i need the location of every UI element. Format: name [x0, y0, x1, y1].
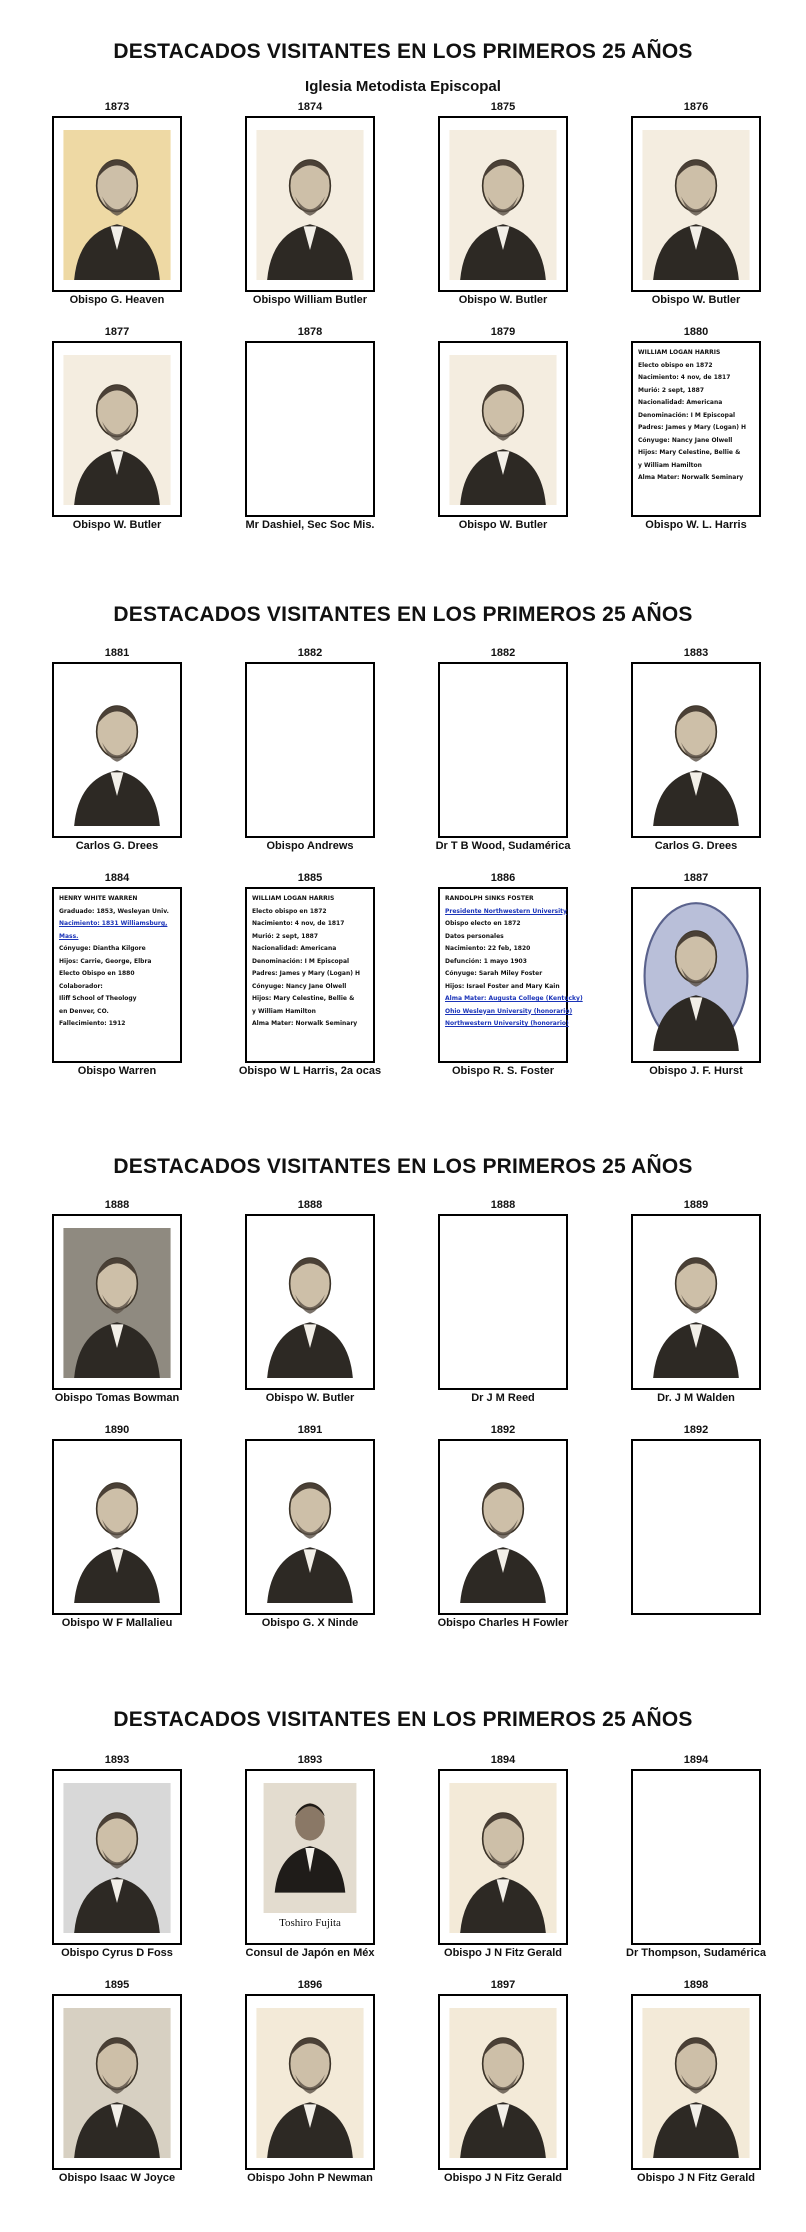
portrait-engraving — [255, 1453, 365, 1603]
bio-line: Denominación: I M Episcopal — [252, 957, 350, 965]
card-caption: Dr T B Wood, Sudamérica — [435, 840, 571, 852]
card-year: 1876 — [683, 101, 709, 113]
card-frame — [245, 1769, 375, 1945]
portrait-engraving — [62, 130, 172, 280]
card-frame — [245, 1214, 375, 1390]
card-frame — [52, 1994, 182, 2170]
portrait-engraving — [641, 2008, 751, 2158]
bio-line: Cónyuge: Nancy Jane Olwell — [638, 436, 733, 444]
section-title: DESTACADOS VISITANTES EN LOS PRIMEROS 25 AÑOS — [113, 40, 693, 63]
card-frame — [631, 116, 761, 292]
bio-line: Nacimiento: 22 feb, 1820 — [445, 945, 531, 952]
bio-line: Cónyuge: Nancy Jane Olwell — [252, 982, 347, 990]
card-year: 1892 — [683, 1424, 709, 1436]
card-caption: Obispo W. Butler — [265, 1392, 355, 1404]
card-year: 1894 — [683, 1754, 709, 1766]
card-frame — [245, 887, 375, 1063]
card-caption: Obispo J N Fitz Gerald — [444, 1947, 562, 1959]
bio-line[interactable]: Nacimiento: 1831 Williamsburg, — [59, 920, 168, 927]
biography-excerpt — [59, 893, 175, 1057]
card-caption: Obispo G. Heaven — [69, 294, 165, 306]
biography-excerpt — [252, 893, 368, 1057]
card-caption: Obispo W L Harris, 2a ocas — [238, 1065, 382, 1077]
card-frame — [245, 662, 375, 838]
card-year: 1889 — [683, 1199, 709, 1211]
card-year: 1893 — [104, 1754, 130, 1766]
card-frame — [52, 1439, 182, 1615]
card-frame — [631, 887, 761, 1063]
bio-line[interactable]: Presidente Northwestern University — [445, 907, 567, 915]
bio-line: Cónyuge: Sarah Miley Foster — [445, 970, 543, 977]
portrait-engraving — [641, 1228, 751, 1378]
card-caption: Obispo W. L. Harris — [645, 519, 747, 531]
card-caption: Obispo Charles H Fowler — [437, 1617, 569, 1629]
bio-line: Padres: James y Mary (Logan) H — [638, 424, 747, 431]
card-caption: Obispo Isaac W Joyce — [58, 2172, 176, 2184]
portrait-engraving — [62, 1228, 172, 1378]
card-year: 1887 — [683, 872, 709, 884]
section-title: DESTACADOS VISITANTES EN LOS PRIMEROS 25 AÑOS — [113, 1155, 693, 1178]
card-year: 1890 — [104, 1424, 130, 1436]
card-caption: Carlos G. Drees — [654, 840, 738, 852]
card-caption: Obispo W. Butler — [651, 294, 741, 306]
portrait-engraving — [255, 1228, 365, 1378]
card-frame — [438, 1769, 568, 1945]
card-caption: Obispo W F Mallalieu — [61, 1617, 173, 1629]
card-year: 1883 — [683, 647, 709, 659]
card-year: 1881 — [104, 647, 130, 659]
bio-line: y William Hamilton — [638, 461, 702, 469]
card-caption: Obispo Tomas Bowman — [54, 1392, 180, 1404]
card-year: 1880 — [683, 326, 709, 338]
bio-line: Iliff School of Theology — [59, 995, 137, 1002]
card-year: 1882 — [297, 647, 323, 659]
card-frame — [438, 1439, 568, 1615]
bio-line: HENRY WHITE WARREN — [59, 895, 138, 902]
card-year: 1882 — [490, 647, 516, 659]
portrait-engraving — [448, 1453, 558, 1603]
bio-line: Murió: 2 sept, 1887 — [252, 932, 319, 940]
card-caption: Obispo John P Newman — [247, 2172, 373, 2184]
portrait-engraving — [62, 2008, 172, 2158]
card-frame — [631, 1769, 761, 1945]
card-frame — [438, 116, 568, 292]
card-frame — [52, 1214, 182, 1390]
card-frame — [438, 887, 583, 1063]
bio-line: Datos personales — [445, 932, 504, 940]
section-subtitle: Iglesia Metodista Episcopal — [305, 78, 501, 95]
card-year: 1891 — [297, 1424, 323, 1436]
bio-line: Nacimiento: 4 nov, de 1817 — [638, 374, 731, 381]
card-year: 1885 — [297, 872, 323, 884]
card-frame — [438, 1214, 568, 1390]
card-frame — [245, 116, 375, 292]
bio-line: Electo obispo en 1872 — [252, 907, 327, 915]
bio-line: Hijos: Mary Celestine, Bellie & — [252, 995, 355, 1002]
bio-line: Murió: 2 sept, 1887 — [638, 386, 705, 394]
card-frame — [52, 662, 182, 838]
card-frame — [631, 1439, 761, 1615]
card-frame — [631, 1214, 761, 1390]
bio-line: Graduado: 1853, Wesleyan Univ. — [59, 907, 169, 915]
bio-line: Defunción: 1 mayo 1903 — [445, 957, 527, 965]
card-frame — [52, 116, 182, 292]
card-year: 1879 — [490, 326, 516, 338]
card-year: 1894 — [490, 1754, 516, 1766]
bio-line: Alma Mater: Norwalk Seminary — [638, 474, 744, 481]
section-title: DESTACADOS VISITANTES EN LOS PRIMEROS 25 AÑOS — [113, 603, 693, 626]
oval-portrait-engraving — [641, 901, 751, 1051]
card-caption: Obispo J. F. Hurst — [649, 1065, 743, 1077]
bio-line: Hijos: Mary Celestine, Bellie & — [638, 449, 741, 456]
bio-line: Nacionalidad: Americana — [638, 399, 723, 406]
card-caption: Mr Dashiel, Sec Soc Mis. — [245, 519, 375, 531]
card-caption: Carlos G. Drees — [75, 840, 159, 852]
card-caption: Consul de Japón en Méx — [245, 1947, 375, 1959]
card-frame — [631, 1994, 761, 2170]
card-year: 1888 — [490, 1199, 516, 1211]
card-frame — [438, 341, 568, 517]
portrait-engraving — [62, 1453, 172, 1603]
bio-line: Nacimiento: 4 nov, de 1817 — [252, 920, 345, 927]
bio-line: Nacionalidad: Americana — [252, 945, 337, 952]
card-caption: Obispo Andrews — [266, 840, 354, 852]
card-year: 1892 — [490, 1424, 516, 1436]
portrait-engraving — [62, 1783, 172, 1933]
card-year: 1878 — [297, 326, 323, 338]
card-frame — [438, 1994, 568, 2170]
card-frame — [631, 341, 761, 517]
card-frame — [245, 1439, 375, 1615]
bio-line: Padres: James y Mary (Logan) H — [252, 970, 361, 977]
bio-line: Hijos: Israel Foster and Mary Kain — [445, 982, 560, 990]
bio-line[interactable]: Alma Mater: Augusta College (Kentucky) — [445, 995, 583, 1002]
card-year: 1896 — [297, 1979, 323, 1991]
bio-line: Alma Mater: Norwalk Seminary — [252, 1020, 358, 1027]
portrait-engraving — [641, 130, 751, 280]
card-frame — [52, 341, 182, 517]
card-caption: Obispo Warren — [77, 1065, 157, 1077]
portrait-engraving — [448, 355, 558, 505]
portrait-photograph — [255, 1783, 365, 1913]
portrait-engraving — [255, 2008, 365, 2158]
bio-line: WILLIAM LOGAN HARRIS — [638, 349, 721, 356]
card-caption: Obispo G. X Ninde — [261, 1617, 359, 1629]
card-caption: Obispo J N Fitz Gerald — [637, 2172, 755, 2184]
card-year: 1874 — [297, 101, 323, 113]
card-frame — [245, 1994, 375, 2170]
card-caption: Obispo W. Butler — [458, 294, 548, 306]
card-year: 1884 — [104, 872, 130, 884]
photo-caption: Toshiro Fujita — [279, 1917, 341, 1929]
portrait-engraving — [448, 2008, 558, 2158]
bio-line: y William Hamilton — [252, 1007, 316, 1015]
card-year: 1888 — [104, 1199, 130, 1211]
card-caption: Obispo W. Butler — [458, 519, 548, 531]
section-title: DESTACADOS VISITANTES EN LOS PRIMEROS 25 AÑOS — [113, 1708, 693, 1731]
portrait-engraving — [448, 1783, 558, 1933]
card-frame — [52, 887, 182, 1063]
portrait-engraving — [62, 676, 172, 826]
bio-line[interactable]: Northwestern University (honorario) — [445, 1020, 569, 1027]
card-frame — [438, 662, 568, 838]
bio-line: Fallecimiento: 1912 — [59, 1020, 126, 1027]
card-year: 1875 — [490, 101, 516, 113]
card-year: 1893 — [297, 1754, 323, 1766]
bio-line: en Denver, CO. — [59, 1007, 109, 1015]
card-caption: Obispo W. Butler — [72, 519, 162, 531]
card-caption: Obispo J N Fitz Gerald — [444, 2172, 562, 2184]
bio-line[interactable]: Ohio Wesleyan University (honorario) — [445, 1007, 573, 1015]
card-caption: Dr Thompson, Sudamérica — [626, 1947, 766, 1959]
bio-line: Obispo electo en 1872 — [445, 920, 521, 927]
bio-line[interactable]: Mass. — [59, 932, 79, 940]
card-year: 1898 — [683, 1979, 709, 1991]
card-caption: Obispo R. S. Foster — [451, 1065, 555, 1077]
card-year: 1888 — [297, 1199, 323, 1211]
card-year: 1886 — [490, 872, 516, 884]
card-frame — [52, 1769, 182, 1945]
portrait-engraving — [255, 130, 365, 280]
card-frame — [245, 341, 375, 517]
card-frame — [631, 662, 761, 838]
biography-excerpt — [638, 347, 754, 511]
bio-line: Denominación: I M Episcopal — [638, 411, 736, 419]
bio-line: Colaborador: — [59, 982, 103, 990]
card-caption: Dr. J M Walden — [657, 1392, 735, 1404]
portrait-engraving — [448, 130, 558, 280]
card-caption: Obispo William Butler — [252, 294, 368, 306]
card-caption: Obispo Cyrus D Foss — [61, 1947, 173, 1959]
card-year: 1895 — [104, 1979, 130, 1991]
bio-line: Cónyuge: Diantha Kilgore — [59, 945, 146, 952]
card-year: 1877 — [104, 326, 130, 338]
portrait-engraving — [641, 676, 751, 826]
card-year: 1897 — [490, 1979, 516, 1991]
bio-line: Electo Obispo en 1880 — [59, 970, 135, 977]
bio-line: Electo obispo en 1872 — [638, 361, 713, 369]
portrait-engraving — [62, 355, 172, 505]
card-year: 1873 — [104, 101, 130, 113]
bio-line: WILLIAM LOGAN HARRIS — [252, 895, 335, 902]
biography-excerpt — [445, 893, 583, 1057]
bio-line: Hijos: Carrie, George, Elbra — [59, 957, 152, 965]
card-caption: Dr J M Reed — [471, 1392, 535, 1404]
bio-line: RANDOLPH SINKS FOSTER — [445, 895, 534, 902]
